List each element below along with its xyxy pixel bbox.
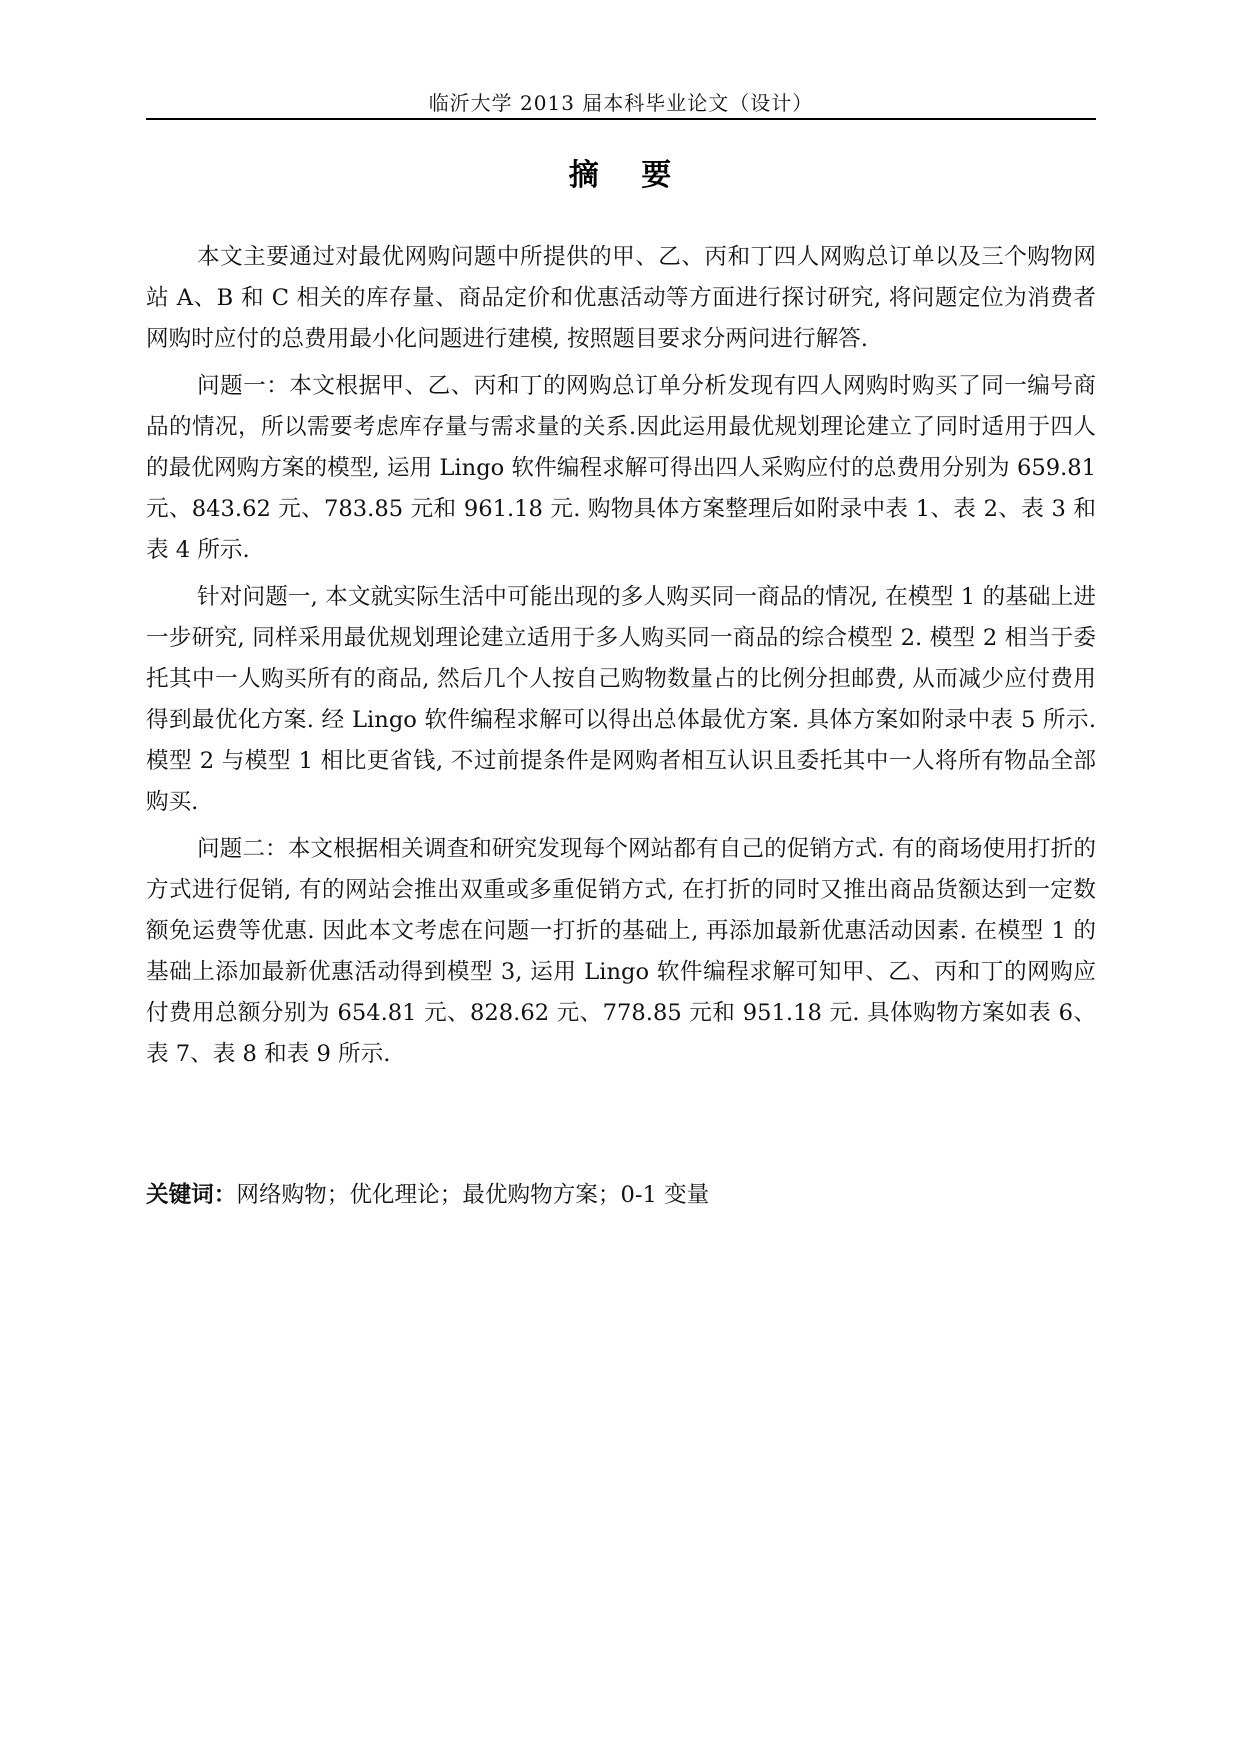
paragraph-intro: 本文主要通过对最优网购问题中所提供的甲、乙、丙和丁四人网购总订单以及三个购物网站 A、B 和 C 相关的库存量、商品定价和优惠活动等方面进行探讨研究, 将问题定位为消费者网购时应付的总费用最小化问题进行建模, 按照题目要求分两问进行解答. (146, 244, 1096, 352)
keywords-text: 网络购物；优化理论；最优购物方案；0-1 变量 (236, 1182, 710, 1208)
header-rule (146, 118, 1096, 120)
abstract-title: 摘 要 (568, 158, 674, 193)
keywords-label: 关键词： (146, 1182, 237, 1208)
paragraph-problem-two: 问题二：本文根据相关调查和研究发现每个网站都有自己的促销方式. 有的商场使用打折的方式进行促销, 有的网站会推出双重或多重促销方式, 在打折的同时又推出商品货额达到一定数额免运费等优惠. 因此本文考虑在问题一打折的基础上, 再添加最新优惠活动因素. 在模型 1 的基础上添加最新优惠活动得到模型 3, 运用 Lingo 软件编程求解可知甲、乙、丙和丁的网购应付费用总额分别为 654.81 元、828.62 元、778.85 元和 951.18 元. 具体购物方案如表 6、表 7、表 8 和表 9 所示. (146, 836, 1096, 1067)
running-header: 临沂大学 2013 届本科毕业论文（设计） (428, 91, 814, 115)
keywords-line (146, 1177, 1096, 1209)
paragraph-problem-one: 问题一：本文根据甲、乙、丙和丁的网购总订单分析发现有四人网购时购买了同一编号商品的情况，所以需要考虑库存量与需求量的关系.因此运用最优规划理论建立了同时适用于四人的最优网购方案的模型, 运用 Lingo 软件编程求解可得出四人采购应付的总费用分别为 659.81 元、843.62 元、783.85 元和 961.18 元. 购物具体方案整理后如附录中表 1、表 2、表 3 和表 4 所示. (146, 373, 1096, 563)
paragraph-problem-one-extension: 针对问题一, 本文就实际生活中可能出现的多人购买同一商品的情况, 在模型 1 的基础上进一步研究, 同样采用最优规划理论建立适用于多人购买同一商品的综合模型 2. 模型 2 相当于委托其中一人购买所有的商品, 然后几个人按自己购物数量占的比例分担邮费, 从而减少应付费用得到最优化方案. 经 Lingo 软件编程求解可以得出总体最优方案. 具体方案如附录中表 5 所示. 模型 2 与模型 1 相比更省钱, 不过前提条件是网购者相互认识且委托其中一人将所有物品全部购买. (146, 584, 1096, 815)
abstract-body (146, 237, 1096, 1081)
